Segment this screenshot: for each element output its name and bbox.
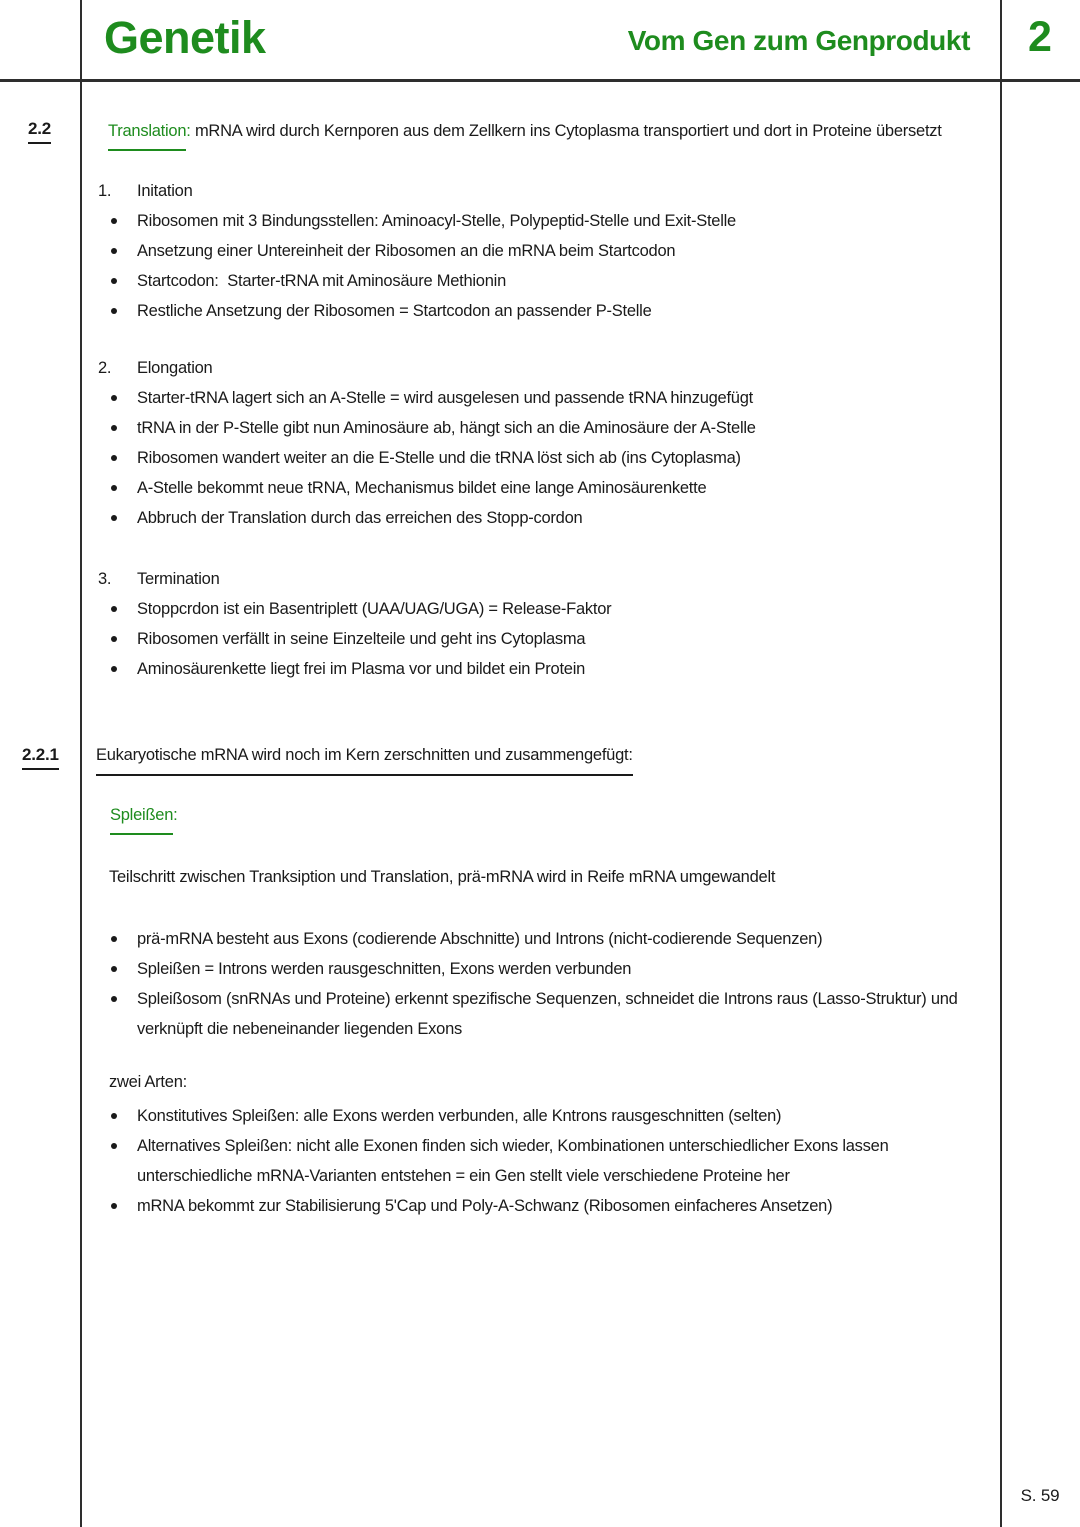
list-item: Aminosäurenkette liegt frei im Plasma vor und bildet ein Protein — [98, 654, 983, 684]
bullet-icon — [111, 278, 117, 284]
list-item: Spleißosom (snRNAs und Proteine) erkennt spezifische Sequenzen, schneidet die Introns raus (Lasso-Struktur) und verknüpft die nebeneinander liegenden Exons — [98, 984, 970, 1044]
bullet-icon — [111, 636, 117, 642]
list-item: Konstitutives Spleißen: alle Exons werden verbunden, alle Kntrons rausgeschnitten (selten) — [98, 1101, 970, 1131]
bullet-icon — [111, 666, 117, 672]
bullet-icon — [111, 996, 117, 1002]
bullet-icon — [111, 1143, 117, 1149]
list-item: Ansetzung einer Untereinheit der Ribosomen an die mRNA beim Startcodon — [98, 236, 983, 266]
list-item: Restliche Ansetzung der Ribosomen = Startcodon an passender P-Stelle — [98, 296, 983, 326]
group-elongation-title: 2. Elongation — [98, 359, 213, 377]
group-elongation-list — [98, 383, 983, 533]
translation-lead — [108, 116, 942, 151]
bullet-icon — [111, 425, 117, 431]
list-item: mRNA bekommt zur Stabilisierung 5'Cap und Poly-A-Schwanz (Ribosomen einfacheres Ansetzen) — [98, 1191, 970, 1221]
page-reference: S. 59 — [1020, 1486, 1060, 1505]
list-item: Spleißen = Introns werden rausgeschnitten, Exons werden verbunden — [98, 954, 970, 984]
bullet-icon — [111, 455, 117, 461]
bullet-icon — [111, 606, 117, 612]
list-item: Ribosomen verfällt in seine Einzelteile und geht ins Cytoplasma — [98, 624, 983, 654]
list-item: prä-mRNA besteht aus Exons (codierende Abschnitte) und Introns (nicht-codierende Sequenzen) — [98, 924, 970, 954]
right-margin-line — [1000, 0, 1002, 1527]
spleissen-term: Spleißen: — [110, 800, 177, 835]
section-label-2-2: 2.2 — [28, 119, 51, 144]
spleissen-list — [98, 924, 970, 1044]
group-initation-list — [98, 206, 983, 326]
group-initation-title: 1. Initation — [98, 182, 193, 200]
section-label-2-2-1: 2.2.1 — [22, 745, 59, 770]
group-termination-list — [98, 594, 983, 684]
group-termination — [98, 564, 983, 684]
list-item: Starter-tRNA lagert sich an A-Stelle = wird ausgelesen und passende tRNA hinzugefügt — [98, 383, 983, 413]
list-item: Startcodon: Starter-tRNA mit Aminosäure Methionin — [98, 266, 983, 296]
list-item: Ribosomen wandert weiter an die E-Stelle und die tRNA löst sich ab (ins Cytoplasma) — [98, 443, 983, 473]
subsection-heading: Eukaryotische mRNA wird noch im Kern zerschnitten und zusammengefügt: — [96, 740, 633, 776]
varieties-label: zwei Arten: — [109, 1073, 187, 1091]
group-termination-title: 3. Termination — [98, 570, 220, 588]
bullet-icon — [111, 308, 117, 314]
spleissen-intro: Teilschritt zwischen Tranksiption und Translation, prä-mRNA wird in Reife mRNA umgewandelt — [109, 868, 776, 886]
bullet-icon — [111, 218, 117, 224]
group-initation — [98, 176, 983, 326]
translation-term: Translation: — [108, 122, 195, 140]
bullet-icon — [111, 966, 117, 972]
list-item: A-Stelle bekommt neue tRNA, Mechanismus bildet eine lange Aminosäurenkette — [98, 473, 983, 503]
bullet-icon — [111, 485, 117, 491]
bullet-icon — [111, 936, 117, 942]
list-item: Stoppcrdon ist ein Basentriplett (UAA/UAG/UGA) = Release-Faktor — [98, 594, 983, 624]
bullet-icon — [111, 515, 117, 521]
list-item: Abbruch der Translation durch das erreichen des Stopp-cordon — [98, 503, 983, 533]
chapter-subtitle: Vom Gen zum Genprodukt — [627, 25, 970, 56]
bullet-icon — [111, 1203, 117, 1209]
list-item: Ribosomen mit 3 Bindungsstellen: Aminoacyl-Stelle, Polypeptid-Stelle und Exit-Stelle — [98, 206, 983, 236]
header-divider — [0, 79, 1080, 82]
list-item: Alternatives Spleißen: nicht alle Exonen finden sich wieder, Kombinationen unterschiedlicher Exons lassen unterschiedliche mRNA-Varianten entstehen = ein Gen stellt viele verschiedene Proteine her — [98, 1131, 970, 1191]
bullet-icon — [111, 248, 117, 254]
varieties-list — [98, 1101, 970, 1221]
bullet-icon — [111, 395, 117, 401]
group-elongation — [98, 353, 983, 533]
bullet-icon — [111, 1113, 117, 1119]
left-margin-line — [80, 0, 82, 1527]
translation-lead-text: mRNA wird durch Kernporen aus dem Zellkern ins Cytoplasma transportiert und dort in Proteine übersetzt — [194, 122, 942, 140]
list-item: tRNA in der P-Stelle gibt nun Aminosäure ab, hängt sich an die Aminosäure der A-Stelle — [98, 413, 983, 443]
page-title: Genetik — [104, 12, 266, 63]
chapter-number: 2 — [1028, 13, 1052, 61]
